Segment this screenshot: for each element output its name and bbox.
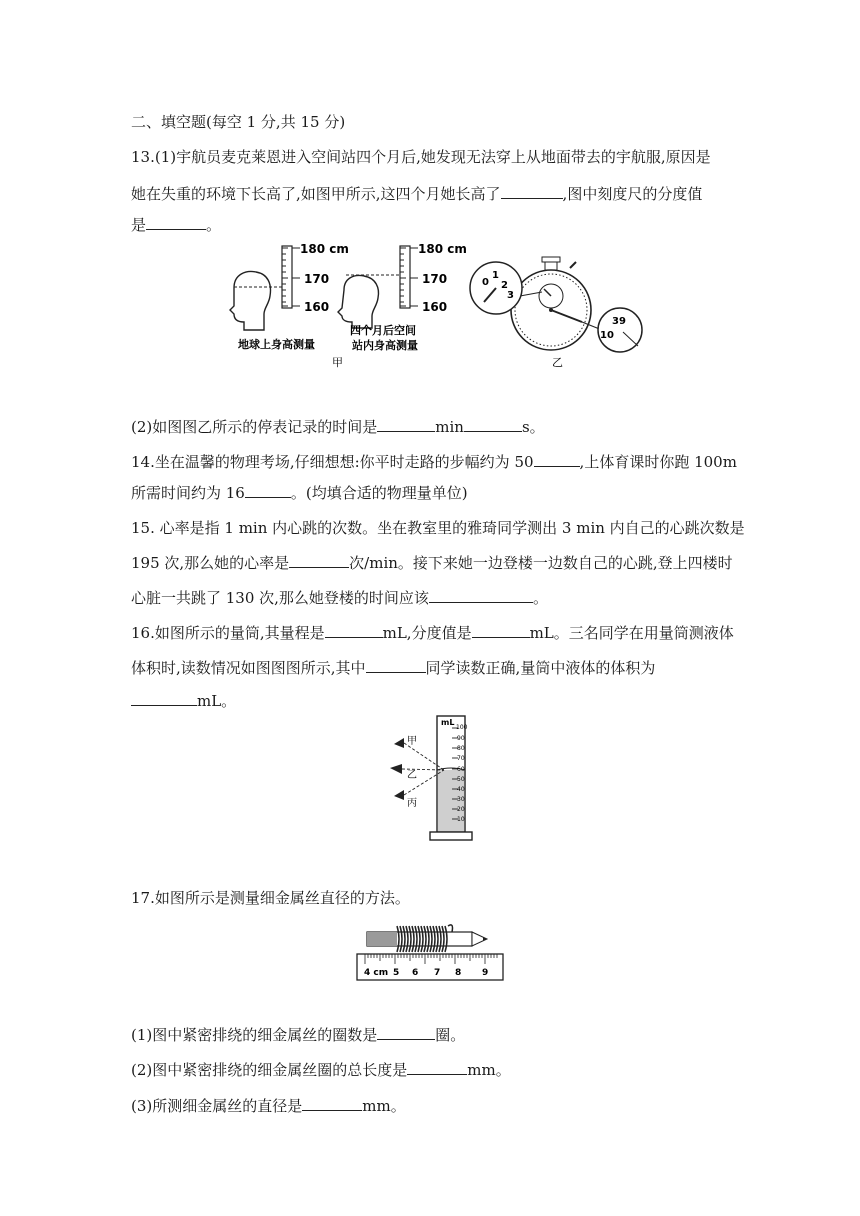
cylinder-unit: mL [441, 718, 455, 727]
q14-line2-text-a: 所需时间约为 16 [131, 484, 245, 502]
eye-jia-icon [394, 738, 404, 748]
q16-line1-text-c: mL。三名同学在用量筒测液体 [529, 624, 734, 642]
cylinder-scale-70: 70 [457, 755, 465, 762]
q16-blank-correct-student[interactable] [366, 657, 426, 673]
q17-intro: 17.如图所示是测量细金属丝直径的方法。 [131, 889, 410, 907]
q13-blank-scale-division[interactable] [146, 214, 206, 230]
q17-part3-text-a: (3)所测细金属丝的直径是 [131, 1097, 303, 1115]
q15-line3-text-b: 。 [532, 589, 548, 607]
q14-blank-step-unit[interactable] [534, 451, 580, 467]
q13-line2-text-a: 她在失重的环境下长高了,如图甲所示,这四个月她长高了 [131, 185, 501, 203]
q17-blank-diameter[interactable] [302, 1095, 362, 1111]
wire-coil-figure [355, 918, 505, 982]
stopwatch-small-0: 0 [482, 277, 489, 288]
ruler1-label-160: 160 [304, 300, 330, 314]
q17-part3-text-b: mm。 [362, 1097, 406, 1115]
q13-blank-minutes[interactable] [377, 416, 435, 432]
q15-line3 [131, 587, 548, 608]
q17-part1-text-b: 圈。 [435, 1026, 466, 1044]
q15-blank-climb-time[interactable] [429, 587, 533, 603]
stopwatch-big-39: 39 [612, 316, 626, 327]
q13-part2-text-b: min [435, 418, 464, 436]
q14-line1-text-a: 14.坐在温馨的物理考场,仔细想想:你平时走路的步幅约为 50 [131, 453, 534, 471]
q16-line1-text-b: mL,分度值是 [382, 624, 472, 642]
q13-part2-text-a: (2)如图图乙所示的停表记录的时间是 [131, 418, 378, 436]
stopwatch-big-10: 10 [600, 330, 614, 341]
q16-line2 [131, 657, 655, 678]
student-jia-label: 甲 [407, 736, 417, 747]
q16-blank-division[interactable] [472, 622, 530, 638]
stopwatch-small-3: 3 [507, 290, 514, 301]
ruler-label-5: 5 [393, 968, 400, 978]
q13-line3-text-a: 是 [131, 216, 147, 234]
q16-line2-text-a: 体积时,读数情况如图图图所示,其中 [131, 659, 366, 677]
head-earth [230, 272, 270, 330]
section-heading: 二、填空题(每空 1 分,共 15 分) [131, 113, 346, 131]
cylinder-scale-90: 90 [457, 735, 465, 742]
cylinder-scale-100: 100 [456, 724, 468, 731]
q13-part2-text-c: s。 [521, 418, 545, 436]
q13-line3 [131, 214, 221, 235]
q14-line2 [131, 482, 468, 503]
q15-line3-text-a: 心脏一共跳了 130 次,那么她登楼的时间应该 [131, 589, 429, 607]
q16-line3 [131, 690, 236, 711]
ruler2-label-180: 180 cm [418, 242, 467, 256]
student-bing-label: 丙 [407, 798, 417, 809]
q17-part2 [131, 1059, 511, 1080]
student-yi-label: 乙 [407, 770, 417, 781]
eye-bing-icon [394, 790, 404, 800]
stopwatch-small-1: 1 [492, 270, 499, 281]
ruler-label-4cm: 4 cm [364, 968, 389, 978]
ruler-label-7: 7 [434, 968, 441, 978]
q13-blank-height-growth[interactable] [501, 183, 563, 199]
q16-line2-text-b: 同学读数正确,量筒中液体的体积为 [425, 659, 656, 677]
q13-line1: 13.(1)宇航员麦克莱恩进入空间站四个月后,她发现无法穿上从地面带去的宇航服,原因是 [131, 148, 711, 166]
height-ruler-space [400, 246, 418, 308]
q16-line1-text-a: 16.如图所示的量筒,其量程是 [131, 624, 325, 642]
cylinder-scale-10: 10 [457, 816, 465, 823]
q16-line1 [131, 622, 734, 643]
q14-line1 [131, 451, 737, 472]
pencil-icon [367, 932, 487, 946]
height-ruler-earth [282, 246, 300, 308]
cylinder-scale-30: 30 [457, 796, 465, 803]
q17-blank-turns[interactable] [377, 1024, 435, 1040]
figure-label-yi: 乙 [552, 356, 563, 369]
q15-blank-heart-rate[interactable] [289, 552, 349, 568]
caption-earth: 地球上身高测量 [238, 338, 315, 351]
ruler2-label-170: 170 [422, 272, 448, 286]
ruler-label-9: 9 [482, 968, 489, 978]
q13-part2 [131, 416, 545, 437]
graduated-cylinder-figure [380, 712, 490, 846]
q16-blank-range[interactable] [325, 622, 383, 638]
ruler1-label-180: 180 cm [300, 242, 349, 256]
stopwatch-icon [470, 257, 642, 352]
q17-part1-text-a: (1)图中紧密排绕的细金属丝的圈数是 [131, 1026, 378, 1044]
cylinder-scale-80: 80 [457, 745, 465, 752]
cylinder-scale-20: 20 [457, 806, 465, 813]
q13-line2 [131, 183, 702, 204]
q13-blank-seconds[interactable] [464, 416, 522, 432]
stopwatch-small-2: 2 [501, 280, 508, 291]
caption-space-2: 站内身高测量 [352, 339, 418, 352]
q13-figure [220, 238, 650, 373]
cylinder-scale-50: 50 [457, 776, 465, 783]
ruler2-label-160: 160 [422, 300, 448, 314]
q17-part2-text-b: mm。 [467, 1061, 511, 1079]
q14-line2-text-b: 。(均填合适的物理量单位) [290, 484, 468, 502]
q14-line1-text-b: ,上体育课时你跑 100m [579, 453, 737, 471]
q13-line2-text-b: ,图中刻度尺的分度值 [562, 185, 703, 203]
cylinder-scale-40: 40 [457, 786, 465, 793]
ruler1-label-170: 170 [304, 272, 330, 286]
q16-line3-text-b: mL。 [197, 692, 237, 710]
q17-part1 [131, 1024, 465, 1045]
q16-blank-volume[interactable] [131, 690, 197, 706]
q15-line1: 15. 心率是指 1 min 内心跳的次数。坐在教室里的雅琦同学测出 3 min 内自己的心跳次数是 [131, 519, 745, 537]
ruler-label-8: 8 [455, 968, 462, 978]
q15-line2 [131, 552, 733, 573]
q17-blank-total-length[interactable] [407, 1059, 467, 1075]
q13-line3-text-b: 。 [206, 216, 222, 234]
caption-space-1: 四个月后空间 [350, 324, 416, 337]
cylinder-scale-60: 60 [457, 766, 465, 773]
q17-part2-text-a: (2)图中紧密排绕的细金属丝圈的总长度是 [131, 1061, 408, 1079]
q15-line2-text-b: 次/min。接下来她一边登楼一边数自己的心跳,登上四楼时 [349, 554, 733, 572]
head-space [338, 276, 378, 328]
ruler-label-6: 6 [412, 968, 419, 978]
graduated-cylinder [430, 716, 472, 840]
eye-yi-icon [390, 764, 402, 774]
figure-label-jia: 甲 [332, 356, 343, 369]
q15-line2-text-a: 195 次,那么她的心率是 [131, 554, 290, 572]
q17-part3 [131, 1095, 406, 1116]
q14-blank-time-unit[interactable] [245, 482, 291, 498]
